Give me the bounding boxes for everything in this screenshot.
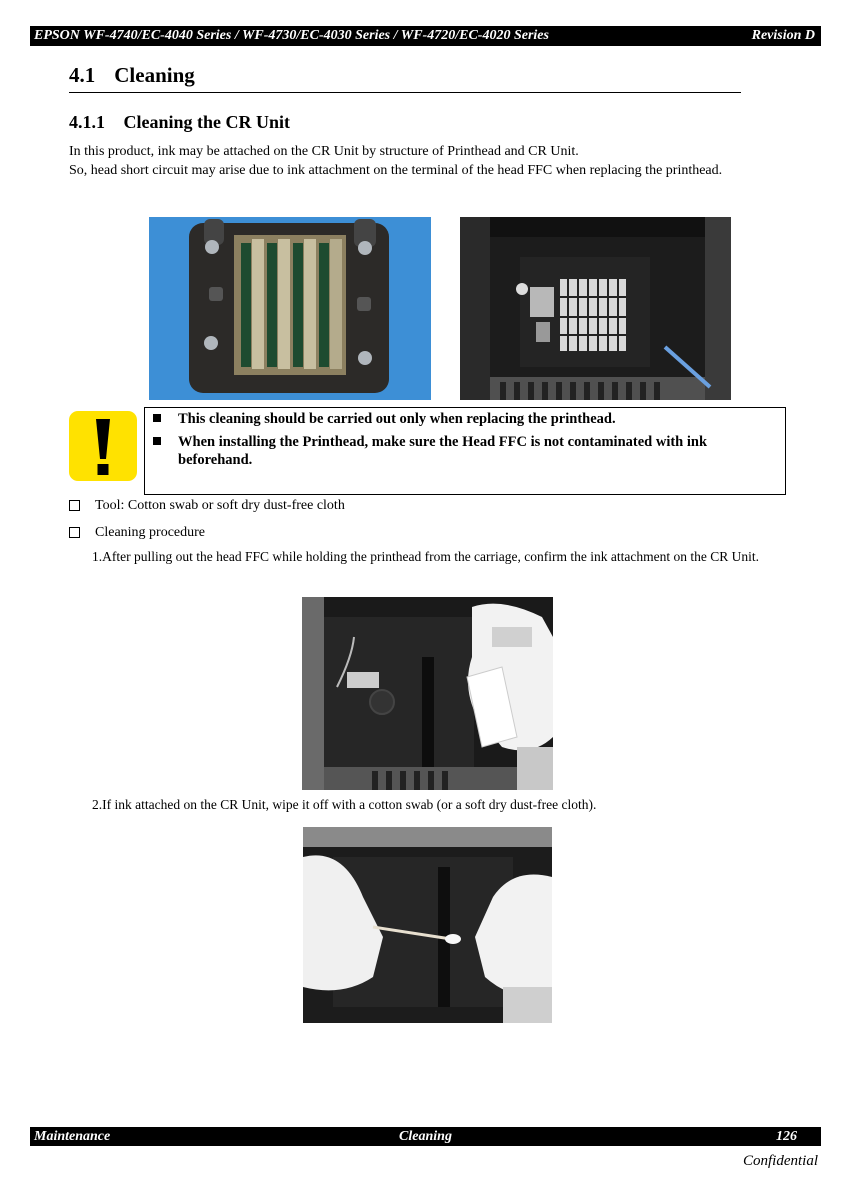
section-number: 4.1 (69, 63, 96, 87)
caution-box (144, 407, 786, 495)
step-number: 2. (92, 797, 103, 812)
caution-icon (69, 411, 137, 481)
step-text: After pulling out the head FFC while holding the printhead from the carriage, confirm the ink attachment on the CR Unit. (102, 549, 759, 564)
confidential-label: Confidential (743, 1153, 818, 1169)
caution-text: When installing the Printhead, make sure the Head FFC is not contaminated with ink beforehand. (178, 434, 708, 468)
step-1 (92, 549, 782, 564)
intro-line-1: In this product, ink may be attached on the CR Unit by structure of Printhead and CR Unit. (69, 144, 579, 159)
square-bullet-icon (153, 414, 161, 422)
printhead-photo (149, 217, 431, 400)
subsection-heading (69, 112, 290, 133)
checkbox-square-icon (69, 527, 80, 538)
square-bullet-icon (153, 437, 161, 445)
caution-text: This cleaning should be carried out only when replacing the printhead. (178, 411, 616, 427)
checkbox-square-icon (69, 500, 80, 511)
wipe-swab-photo (303, 827, 552, 1023)
subsection-title: Cleaning the CR Unit (123, 112, 291, 132)
intro-line-2: So, head short circuit may arise due to ink attachment on the terminal of the head FFC when replacing the printhead. (69, 163, 723, 178)
page-header (30, 26, 821, 46)
bullet-text: Tool: Cotton swab or soft dry dust-free cloth (95, 498, 345, 513)
section-title: Cleaning (114, 63, 195, 87)
footer-section: Cleaning (399, 1129, 452, 1144)
page-footer (30, 1127, 821, 1146)
bullet-text: Cleaning procedure (95, 525, 206, 540)
header-title: EPSON WF-4740/EC-4040 Series / WF-4730/EC-4030 Series / WF-4720/EC-4020 Series (34, 28, 549, 43)
section-divider (69, 92, 741, 93)
page-number: 126 (776, 1129, 797, 1144)
header-revision: Revision D (751, 28, 815, 43)
footer-chapter: Maintenance (34, 1129, 111, 1144)
exclamation-icon (69, 411, 137, 481)
step-text: If ink attached on the CR Unit, wipe it off with a cotton swab (or a soft dry dust-free cloth). (102, 797, 597, 812)
carriage-photo (460, 217, 731, 400)
step-2 (92, 797, 782, 812)
step-number: 1. (92, 549, 103, 564)
subsection-number: 4.1.1 (69, 112, 105, 132)
pull-ffc-photo (302, 597, 553, 790)
section-heading (69, 63, 195, 88)
